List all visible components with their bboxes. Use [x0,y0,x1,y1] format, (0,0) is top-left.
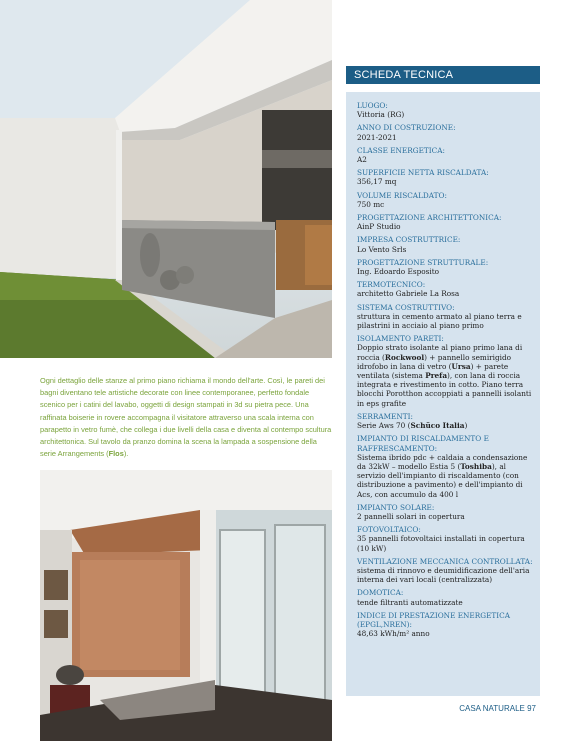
sheet-field-value [357,133,535,142]
brand-name: Ursa [451,361,471,371]
sheet-field [357,434,535,498]
sheet-field [357,101,535,119]
caption-text: Ogni dettaglio delle stanze al primo piano richiama il mondo dell'arte. Così, le pareti dei bagni diventano tele artistiche decorate con linee contemporanee, perfetto fondale scenico per i catini del lavabo, oggetti di design stampati in 3d su pietra pece. Una raffinata boiserie in rovere accompagna il visitatore attraverso una scala interna con parapetto in vetro fumè, che collega i due livelli della casa e diventa al contempo scultura architettonica. Sul tavolo da pranzo domina la scena la lampada a sospensione della serie Arrangements ( [40,376,332,459]
brand-name: Prefa [425,371,448,381]
sheet-field-label: IMPRESA COSTRUTTRICE: [357,235,461,245]
sheet-field [357,557,535,585]
value-text: ) [464,421,468,431]
value-text: ) + parete ventilata (sistema [357,361,509,381]
sheet-field [357,303,535,331]
magazine-name: CASA NATURALE [459,704,525,713]
brand-name: Schüco Italia [410,421,465,431]
sheet-field-value [357,155,535,164]
sheet-field [357,168,535,186]
photo-caption [40,375,332,460]
value-text: 2 pannelli solari in copertura [357,511,465,521]
technical-sheet-fields [357,101,535,642]
sheet-field-label: PROGETTAZIONE STRUTTURALE: [357,257,489,267]
brand-name: Toshiba [460,461,492,471]
value-text: Lo Vento Srls [357,244,407,254]
value-text: ), con lana di roccia integrata e rivestimento in cotto. Piano terra blocchi Porotthon accoppiati a pannelli isolanti in eps grafite [357,371,532,408]
value-text: 356,17 mq [357,177,397,187]
interior-photo [40,470,332,741]
sheet-field-label: SISTEMA COSTRUTTIVO: [357,302,455,312]
sheet-field-label: FOTOVOLTAICO: [357,525,421,535]
sheet-field-label: SERRAMENTI: [357,411,413,421]
value-text: architetto Gabriele La Rosa [357,289,460,299]
sheet-field [357,146,535,164]
value-text: A2 [357,155,367,165]
sheet-field-label: DOMOTICA: [357,588,404,598]
sheet-field-value [357,598,535,607]
sheet-field [357,588,535,606]
sheet-field-value [357,566,535,584]
sheet-field-value [357,453,535,499]
sheet-field-value [357,200,535,209]
sheet-field-label: PROGETTAZIONE ARCHITETTONICA: [357,213,502,223]
value-text: 35 pannelli fotovoltaici installati in copertura (10 kW) [357,534,525,553]
value-text: Doppio strato isolante al piano primo lana di roccia ( [357,343,523,362]
value-text: 2021-2021 [357,132,397,142]
sheet-title: SCHEDA TECNICA [346,66,540,84]
sheet-field [357,213,535,231]
sheet-field [357,525,535,553]
sheet-field [357,280,535,298]
value-text: struttura in cemento armato al piano terra e pilastrini in acciaio al piano primo [357,311,522,331]
value-text: AinP Studio [357,222,401,232]
sheet-field-label: INDICE DI PRESTAZIONE ENERGETICA (EPGL,NREN): [357,610,511,629]
sheet-field-value [357,629,535,638]
value-text: ) + pannello semirigido idrofobo in lana di vetro ( [357,352,512,371]
sheet-field-value [357,289,535,298]
value-text: ), al servizio dell'impianto di riscaldamento (con distribuzione a pavimento) e dell'impianto di Acs, con accumulo da 400 l [357,461,523,499]
sheet-field-value [357,512,535,521]
caption-brand: Flos [108,449,124,459]
sheet-field [357,191,535,209]
value-text: Serie Aws 70 ( [357,421,411,431]
sheet-field-label: IMPIANTO SOLARE: [357,502,435,512]
value-text: sistema di rinnovo e deumidificazione dell'aria interna dei vari locali (centralizzata) [357,565,530,585]
page-number: 97 [527,704,536,713]
value-text: 750 mc [357,199,385,209]
sheet-field [357,611,535,639]
sheet-field-value [357,110,535,119]
sheet-field-label: VOLUME RISCALDATO: [357,190,447,200]
sheet-field-value [357,245,535,254]
sheet-field-value [357,267,535,276]
value-text: Ing. Edoardo Esposito [357,267,440,277]
sheet-field [357,412,535,430]
sheet-field [357,123,535,141]
caption-text: ). [123,449,129,459]
sheet-field [357,503,535,521]
sheet-field-label: IMPIANTO DI RISCALDAMENTO E RAFFRESCAMENTO: [357,434,489,453]
sheet-field [357,258,535,276]
sheet-field-label: LUOGO: [357,101,388,110]
sheet-field-value [357,343,535,407]
sheet-field-value [357,421,535,430]
sheet-field-value [357,534,535,552]
value-text: Vittoria (RG) [357,110,405,120]
brand-name: Rockwool [384,352,425,362]
page-footer [459,704,536,713]
value-text: Sistema ibrido pdc + caldaia a condensazione da 32kW – modello Estia 5 ( [357,452,528,471]
sheet-field-label: ANNO DI COSTRUZIONE: [357,123,456,133]
value-text: 48,63 kWh/m² anno [357,629,430,639]
sheet-field-value [357,312,535,330]
sheet-field-label: TERMOTECNICO: [357,280,426,290]
sheet-field-value [357,222,535,231]
sheet-field-label: SUPERFICIE NETTA RISCALDATA: [357,168,489,178]
sheet-field [357,334,535,408]
sheet-field-label: VENTILAZIONE MECCANICA CONTROLLATA: [357,556,533,566]
value-text: tende filtranti automatizzate [357,597,463,607]
sheet-field-value [357,177,535,186]
exterior-photo [0,0,332,358]
sheet-field [357,235,535,253]
sheet-field-label: CLASSE ENERGETICA: [357,145,445,155]
sheet-field-label: ISOLAMENTO PARETI: [357,334,444,344]
